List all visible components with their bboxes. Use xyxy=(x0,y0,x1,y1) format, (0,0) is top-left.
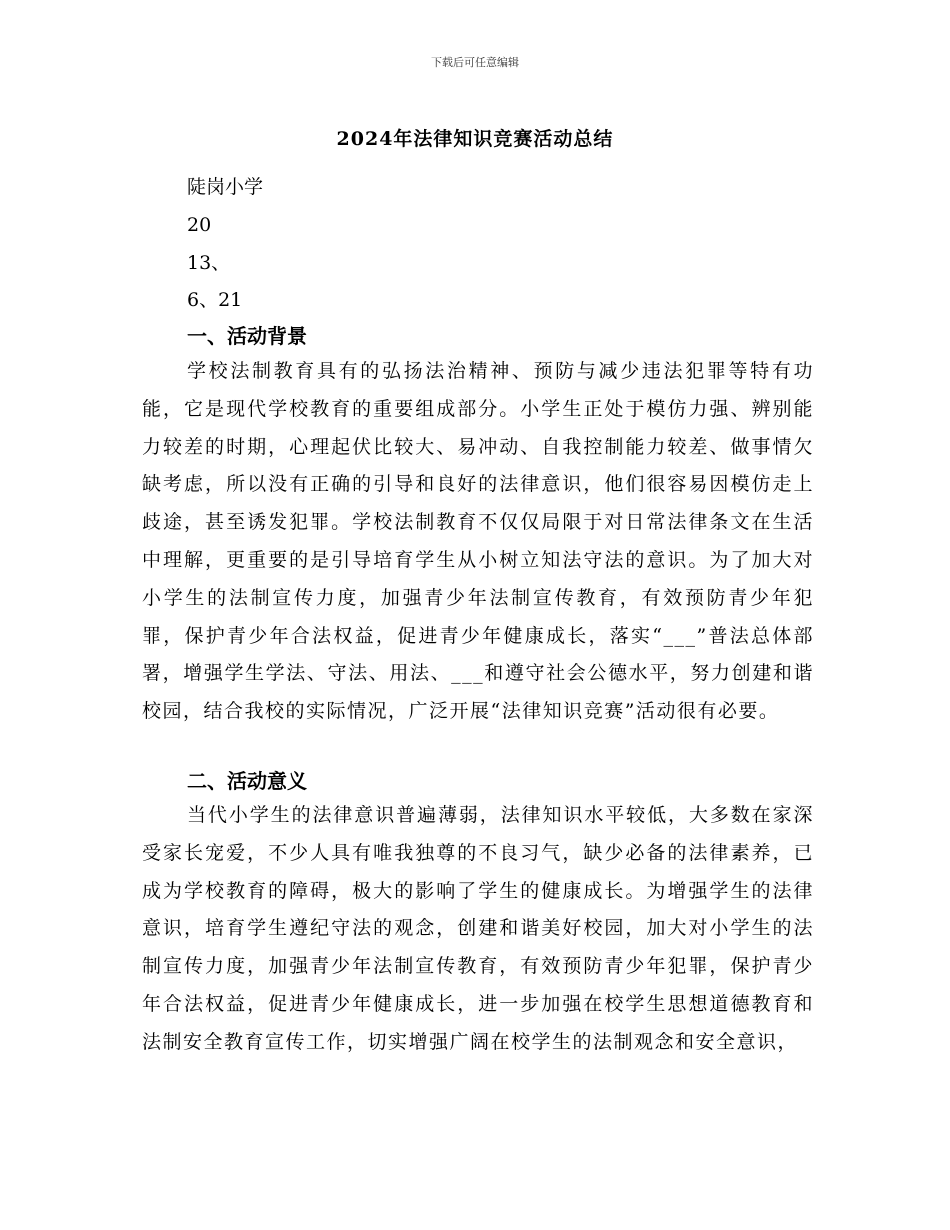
date-line-1: 20 xyxy=(187,214,212,236)
school-name: 陡岗小学 xyxy=(187,176,264,198)
section-heading-significance: 二、活动意义 xyxy=(187,769,307,793)
date-line-2: 13、 xyxy=(187,252,231,274)
page-header-note: 下载后可任意编辑 xyxy=(431,56,519,69)
section-paragraph-background: 学校法制教育具有的弘扬法治精神、预防与减少违法犯罪等特有功能，它是现代学校教育的重要组成部分。小学生正处于模仿力强、辨别能力较差的时期，心理起伏比较大、易冲动、自我控制能力较差、做事情欠缺考虑，所以没有正确的引导和良好的法律意识，他们很容易因模仿走上歧途，甚至诱发犯罪。学校法制教育不仅仅局限于对日常法律条文在生活中理解，更重要的是引导培育学生从小树立知法守法的意识。为了加大对小学生的法制宣传力度，加强青少年法制宣传教育，有效预防青少年犯罪，保护青少年合法权益，促进青少年健康成长，落实“___”普法总体部署，增强学生学法、守法、用法、___和遵守社会公德水平，努力创建和谐校园，结合我校的实际情况，广泛开展“法律知识竞赛”活动很有必要。 xyxy=(142,360,814,723)
section-paragraph-significance: 当代小学生的法律意识普遍薄弱，法律知识水平较低，大多数在家深受家长宠爱，不少人具有唯我独尊的不良习气，缺少必备的法律素养，已成为学校教育的障碍，极大的影响了学生的健康成长。为增强学生的法律意识，培育学生遵纪守法的观念，创建和谐美好校园，加大对小学生的法制宣传力度，加强青少年法制宣传教育，有效预防青少年犯罪，保护青少年合法权益，促进青少年健康成长，进一步加强在校学生思想道德教育和法制安全教育宣传工作，切实增强广阔在校学生的法制观念和安全意识， xyxy=(142,804,814,1053)
section-heading-background: 一、活动背景 xyxy=(187,324,307,348)
date-line-3: 6、21 xyxy=(187,289,243,311)
document-title: 2024年法律知识竞赛活动总结 xyxy=(336,128,614,150)
